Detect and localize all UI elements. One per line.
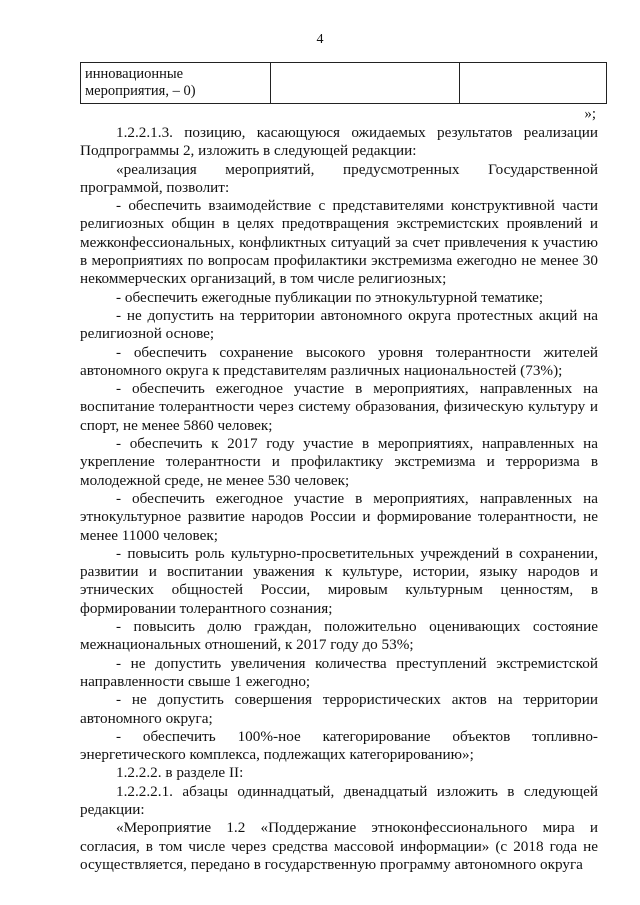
paragraph: «реализация мероприятий, предусмотренных Государственной программой, позволит: [80, 160, 598, 196]
paragraph: - обеспечить взаимодействие с представителями конструктивной части религиозных общин в целях предотвращения экстремистских проявлений и межконфессиональных, конфликтных ситуаций за счет привлечения к участию в мероприятиях по вопросам профилактики экстремизма ежегодно не менее 30 некоммерческих организаций, в том числе религиозных; [80, 197, 598, 288]
paragraph: - повысить роль культурно-просветительных учреждений в сохранении, развитии и воспитании уважения к культуре, истории, языку народов и этнических общностей России, мировым культурным ценностям, в формировании толерантного сознания; [80, 544, 598, 617]
paragraph: - не допустить увеличения количества преступлений экстремистской направленности свыше 1 ежегодно; [80, 654, 598, 690]
table-row [81, 63, 607, 104]
document-body [80, 124, 598, 874]
page-number: 4 [316, 32, 324, 47]
table-cell-empty [460, 63, 607, 104]
paragraph: - обеспечить ежегодное участие в мероприятиях, направленных на этнокультурное развитие народов России и формирование толерантности, не менее 11000 человек; [80, 489, 598, 544]
paragraph: - обеспечить сохранение высокого уровня толерантности жителей автономного округа к представителям различных национальностей (73%); [80, 343, 598, 379]
paragraph: - обеспечить 100%-ное категорирование объектов топливно-энергетического комплекса, подлежащих категорированию»; [80, 727, 598, 764]
paragraph: 1.2.2.1.3. позицию, касающуюся ожидаемых результатов реализации Подпрограммы 2, изложить в следующей редакции: [80, 124, 598, 160]
paragraph: 1.2.2.2. в разделе II: [116, 764, 244, 782]
continuation-table [80, 62, 607, 104]
table-cell-empty [271, 63, 460, 104]
paragraph: - не допустить совершения террористических актов на территории автономного округа; [80, 691, 598, 727]
paragraph: 1.2.2.2.1. абзацы одиннадцатый, двенадцатый изложить в следующей редакции: [80, 782, 598, 818]
closing-quote: »; [584, 106, 596, 122]
paragraph: - обеспечить ежегодные публикации по этнокультурной тематике; [116, 288, 544, 306]
paragraph: - повысить долю граждан, положительно оценивающих состояние межнациональных отношений, к 2017 году до 53%; [80, 618, 598, 654]
paragraph: - обеспечить ежегодное участие в мероприятиях, направленных на воспитание толерантности через систему образования, физическую культуру и спорт, не менее 5860 человек; [80, 380, 598, 434]
cell-text-line: мероприятия, – 0) [85, 83, 196, 99]
paragraph: «Мероприятие 1.2 «Поддержание этноконфессионального мира и согласия, в том числе через средства массовой информации» (с 2018 года не осуществляется, передано в государственную программу автономного округа [80, 819, 598, 873]
table-cell [81, 63, 271, 104]
cell-text-line: инновационные [85, 66, 184, 82]
paragraph: - не допустить на территории автономного округа протестных акций на религиозной основе; [80, 306, 598, 343]
paragraph: - обеспечить к 2017 году участие в мероприятиях, направленных на укрепление толерантности и профилактику экстремизма и терроризма в молодежной среде, не менее 530 человек; [80, 435, 598, 489]
